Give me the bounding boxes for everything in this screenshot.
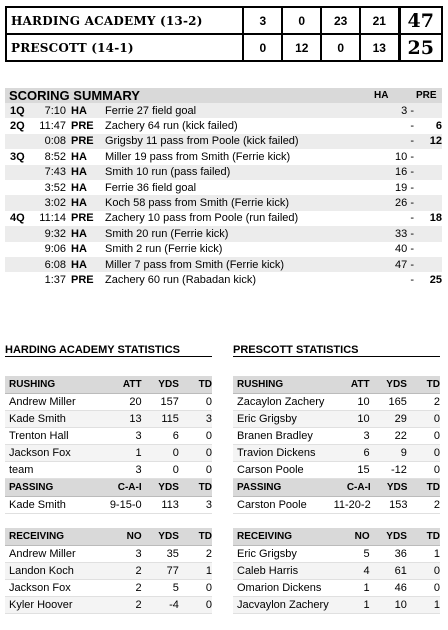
quarter-score: 21 [360, 7, 399, 34]
stat-row [233, 496, 440, 513]
ha-column-label: HA [374, 90, 389, 101]
ha-running-score: 47 - [395, 258, 414, 271]
stat-value: 1 [334, 579, 369, 596]
linescore-row [6, 7, 442, 34]
stat-row [233, 427, 440, 444]
stat-value: 0 [407, 410, 440, 427]
scoring-play-row [5, 257, 442, 272]
stat-value: 0 [179, 427, 212, 444]
stat-value: 10 [334, 393, 369, 410]
stat-column-header: C-A-I [106, 479, 141, 496]
play-description: Ferrie 27 field goal [105, 104, 197, 117]
scoring-team: PRE [71, 120, 94, 133]
play-description: Ferrie 36 field goal [105, 181, 197, 194]
pre-column-label: PRE [416, 90, 437, 101]
player-name: Travion Dickens [233, 444, 334, 461]
stat-column-header: YDS [142, 376, 179, 393]
stat-value: 13 [106, 410, 141, 427]
ha-running-score: 19 - [395, 181, 414, 194]
scoring-play-row [5, 211, 442, 226]
stat-value: 46 [370, 579, 407, 596]
play-time: 11:14 [39, 212, 66, 225]
quarter-score: 0 [243, 34, 282, 61]
play-time: 11:47 [39, 120, 66, 133]
team-name: HARDING ACADEMY (13-2) [6, 7, 243, 34]
stat-value: 61 [370, 562, 407, 579]
stat-value: 3 [106, 427, 141, 444]
stat-column-header: TD [407, 479, 440, 496]
stat-column-header: YDS [370, 528, 407, 545]
stat-row [5, 545, 212, 562]
player-name: Kade Smith [5, 496, 106, 513]
stat-row [233, 545, 440, 562]
pre-receiving-table [233, 528, 440, 614]
stat-value: 6 [334, 444, 369, 461]
play-time: 8:52 [44, 150, 66, 163]
stat-header-row [5, 376, 212, 393]
scoring-summary-title: SCORING SUMMARY [9, 88, 140, 103]
total-score: 25 [399, 34, 442, 61]
ha-receiving-table [5, 528, 212, 614]
stat-value: 1 [106, 444, 141, 461]
stat-value: -12 [370, 461, 407, 478]
quarter-score: 0 [321, 34, 360, 61]
scoring-team: HA [71, 181, 87, 194]
stat-value: 3 [106, 545, 141, 562]
ha-running-score: - [410, 273, 414, 286]
scoring-team: PRE [71, 135, 94, 148]
stat-row [233, 596, 440, 613]
stat-value: 0 [179, 579, 212, 596]
stat-column-header: NO [106, 528, 141, 545]
stat-value: 10 [334, 410, 369, 427]
pre-running-score: 18 [429, 212, 442, 225]
scoring-play-row [5, 272, 442, 287]
stat-value: 77 [142, 562, 179, 579]
player-name: Andrew Miller [5, 393, 106, 410]
scoring-team: HA [71, 197, 87, 210]
stat-value: 0 [179, 461, 212, 478]
stat-column-header: RUSHING [5, 376, 106, 393]
ha-running-score: 26 - [395, 197, 414, 210]
stat-value: 115 [142, 410, 179, 427]
play-description: Koch 58 pass from Smith (Ferrie kick) [105, 197, 289, 210]
pre-running-score: 6 [435, 120, 442, 133]
stat-value: 0 [407, 444, 440, 461]
quarter-label: 1Q [10, 104, 25, 117]
stat-header-row [233, 376, 440, 393]
ha-running-score: - [410, 120, 414, 133]
stat-header-row [5, 479, 212, 496]
quarter-label: 3Q [10, 150, 25, 163]
stat-row [5, 410, 212, 427]
stat-row [5, 579, 212, 596]
ha-running-score: 16 - [395, 166, 414, 179]
play-time: 7:10 [44, 104, 66, 117]
stat-row [233, 393, 440, 410]
player-name: Kyler Hoover [5, 596, 106, 613]
stat-column-header: TD [179, 479, 212, 496]
stat-value: 9 [370, 444, 407, 461]
stat-column-header: PASSING [233, 479, 334, 496]
stat-value: 0 [142, 444, 179, 461]
scoring-team: PRE [71, 212, 94, 225]
play-description: Zachery 64 run (kick failed) [105, 120, 238, 133]
stat-value: 153 [371, 496, 408, 513]
stat-value: 35 [142, 545, 179, 562]
player-name: team [5, 461, 106, 478]
stat-value: 3 [179, 410, 212, 427]
pre-stats-title: PRESCOTT STATISTICS [233, 344, 440, 357]
player-name: Eric Grigsby [233, 410, 334, 427]
ha-rushing-table [5, 376, 212, 479]
stat-value: -4 [142, 596, 179, 613]
play-time: 6:08 [44, 258, 66, 271]
ha-passing-table [5, 479, 212, 514]
linescore-row [6, 34, 442, 61]
scoring-play-row [5, 118, 442, 133]
stat-header-row [5, 528, 212, 545]
stat-value: 15 [334, 461, 369, 478]
pre-running-score: 12 [429, 135, 442, 148]
play-description: Smith 10 run (pass failed) [105, 166, 231, 179]
stat-column-header: YDS [371, 479, 408, 496]
ha-running-score: - [410, 135, 414, 148]
stat-value: 2 [106, 579, 141, 596]
stat-column-header: YDS [370, 376, 407, 393]
stat-row [233, 461, 440, 478]
stat-column-header: ATT [106, 376, 141, 393]
stat-value: 22 [370, 427, 407, 444]
play-time: 9:32 [44, 227, 66, 240]
scoring-summary-header [5, 88, 442, 103]
stat-header-row [233, 528, 440, 545]
player-name: Trenton Hall [5, 427, 106, 444]
pre-passing-table [233, 479, 440, 514]
stat-row [5, 427, 212, 444]
play-time: 0:08 [44, 135, 66, 148]
stat-value: 0 [179, 393, 212, 410]
stat-column-header: NO [334, 528, 369, 545]
stat-value: 3 [334, 427, 369, 444]
scoring-play-row [5, 180, 442, 195]
stat-column-header: C-A-I [334, 479, 371, 496]
player-name: Branen Bradley [233, 427, 334, 444]
player-name: Carston Poole [233, 496, 334, 513]
stat-column-header: TD [179, 376, 212, 393]
player-name: Caleb Harris [233, 562, 334, 579]
stat-value: 2 [106, 596, 141, 613]
ha-running-score: - [410, 212, 414, 225]
stat-value: 36 [370, 545, 407, 562]
quarter-score: 23 [321, 7, 360, 34]
stat-column-header: TD [407, 528, 440, 545]
stat-value: 0 [179, 444, 212, 461]
stat-row [5, 596, 212, 613]
stat-value: 2 [407, 496, 440, 513]
player-name: Landon Koch [5, 562, 106, 579]
quarter-score: 13 [360, 34, 399, 61]
scoring-team: HA [71, 166, 87, 179]
stat-row [5, 496, 212, 513]
stat-value: 113 [142, 496, 179, 513]
scoring-play-row [5, 226, 442, 241]
stat-value: 0 [407, 461, 440, 478]
stat-column-header: YDS [142, 479, 179, 496]
stat-value: 10 [370, 596, 407, 613]
stat-value: 2 [179, 545, 212, 562]
scoring-team: HA [71, 104, 87, 117]
play-time: 3:02 [44, 197, 66, 210]
stat-value: 0 [407, 579, 440, 596]
stat-value: 157 [142, 393, 179, 410]
play-description: Miller 19 pass from Smith (Ferrie kick) [105, 150, 291, 163]
stat-row [5, 393, 212, 410]
play-description: Grigsby 11 pass from Poole (kick failed) [105, 135, 299, 148]
stat-value: 29 [370, 410, 407, 427]
team-name: PRESCOTT (14-1) [6, 34, 243, 61]
stat-row [5, 562, 212, 579]
stat-column-header: ATT [334, 376, 369, 393]
stat-value: 1 [334, 596, 369, 613]
play-time: 3:52 [44, 181, 66, 194]
player-name: Jackson Fox [5, 579, 106, 596]
linescore-table [5, 6, 443, 62]
stat-row [233, 579, 440, 596]
total-score: 47 [399, 7, 442, 34]
stat-value: 5 [334, 545, 369, 562]
stat-value: 0 [407, 562, 440, 579]
stat-column-header: TD [179, 528, 212, 545]
ha-running-score: 33 - [395, 227, 414, 240]
stat-column-header: TD [407, 376, 440, 393]
stat-row [233, 562, 440, 579]
stat-value: 1 [407, 596, 440, 613]
stat-value: 165 [370, 393, 407, 410]
stat-column-header: PASSING [5, 479, 106, 496]
stat-column-header: RUSHING [233, 376, 334, 393]
player-name: Kade Smith [5, 410, 106, 427]
scoring-team: HA [71, 258, 87, 271]
stat-value: 0 [407, 427, 440, 444]
stat-row [5, 444, 212, 461]
pre-running-score: 25 [429, 273, 442, 286]
scoring-team: HA [71, 243, 87, 256]
player-name: Andrew Miller [5, 545, 106, 562]
stat-column-header: RECEIVING [5, 528, 106, 545]
play-description: Smith 20 run (Ferrie kick) [105, 227, 229, 240]
scoring-play-row [5, 195, 442, 210]
scoring-play-row [5, 149, 442, 164]
stat-value: 2 [407, 393, 440, 410]
player-name: Omarion Dickens [233, 579, 334, 596]
stat-row [233, 444, 440, 461]
scoring-team: HA [71, 227, 87, 240]
scoring-team: PRE [71, 273, 94, 286]
quarter-score: 0 [282, 7, 321, 34]
play-description: Smith 2 run (Ferrie kick) [105, 243, 223, 256]
stat-value: 6 [142, 427, 179, 444]
scoring-play-row [5, 134, 442, 149]
stat-row [5, 461, 212, 478]
stat-value: 3 [106, 461, 141, 478]
play-description: Zachery 10 pass from Poole (run failed) [105, 212, 299, 225]
stat-value: 20 [106, 393, 141, 410]
stat-value: 1 [179, 562, 212, 579]
stat-column-header: YDS [142, 528, 179, 545]
stat-row [233, 410, 440, 427]
stat-value: 5 [142, 579, 179, 596]
stat-header-row [233, 479, 440, 496]
pre-rushing-table [233, 376, 440, 479]
stat-value: 2 [106, 562, 141, 579]
play-time: 1:37 [44, 273, 66, 286]
play-time: 9:06 [44, 243, 66, 256]
player-name: Zacaylon Zachery [233, 393, 334, 410]
stat-value: 4 [334, 562, 369, 579]
quarter-score: 12 [282, 34, 321, 61]
quarter-score: 3 [243, 7, 282, 34]
scoring-team: HA [71, 150, 87, 163]
ha-running-score: 10 - [395, 150, 414, 163]
stat-value: 1 [407, 545, 440, 562]
ha-running-score: 3 - [401, 104, 414, 117]
player-name: Jacvaylon Zachery [233, 596, 334, 613]
stat-value: 0 [142, 461, 179, 478]
stat-value: 11-20-2 [334, 496, 371, 513]
scoring-play-row [5, 103, 442, 118]
play-time: 7:43 [44, 166, 66, 179]
scoring-play-row [5, 242, 442, 257]
player-name: Eric Grigsby [233, 545, 334, 562]
stat-column-header: RECEIVING [233, 528, 334, 545]
quarter-label: 4Q [10, 212, 25, 225]
stat-value: 9-15-0 [106, 496, 141, 513]
ha-running-score: 40 - [395, 243, 414, 256]
ha-stats-title: HARDING ACADEMY STATISTICS [5, 344, 212, 357]
stat-value: 0 [179, 596, 212, 613]
quarter-label: 2Q [10, 120, 25, 133]
scoring-play-row [5, 165, 442, 180]
player-name: Jackson Fox [5, 444, 106, 461]
stat-value: 3 [179, 496, 212, 513]
scoring-summary [5, 88, 442, 288]
play-description: Miller 7 pass from Smith (Ferrie kick) [105, 258, 285, 271]
player-name: Carson Poole [233, 461, 334, 478]
play-description: Zachery 60 run (Rabadan kick) [105, 273, 257, 286]
